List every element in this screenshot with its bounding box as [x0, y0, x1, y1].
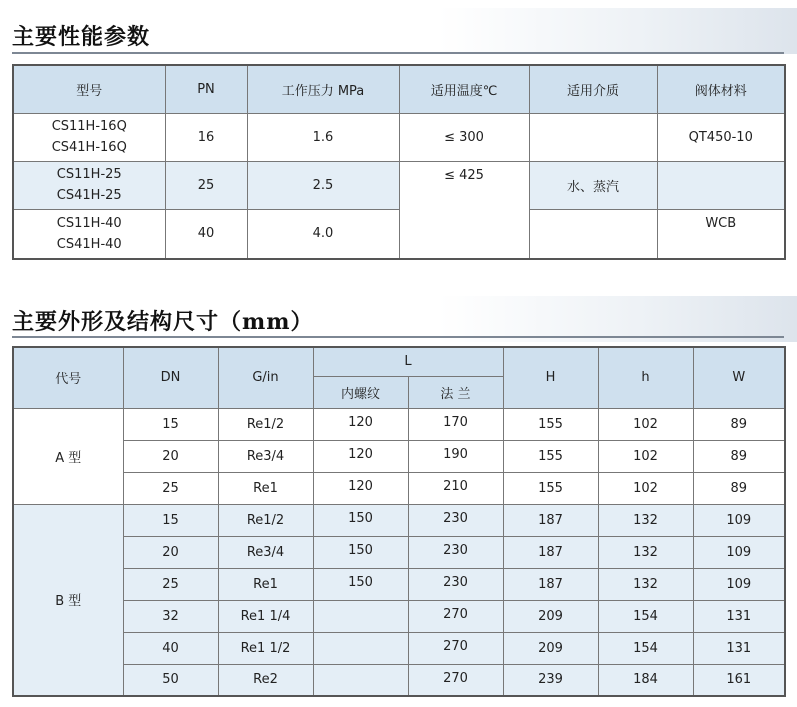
- header-l: L: [313, 347, 503, 376]
- H-cell: 209: [503, 600, 598, 632]
- g-cell: Re3/4: [218, 440, 313, 472]
- header-pn: PN: [165, 65, 247, 113]
- model-cell: [13, 161, 165, 209]
- table-row: [13, 568, 785, 600]
- h-cell: 132: [598, 568, 693, 600]
- l-flange-cell: 270: [408, 632, 503, 664]
- l-inner-cell: 120: [313, 472, 408, 504]
- l-inner-cell: 150: [313, 568, 408, 600]
- h-cell: 132: [598, 504, 693, 536]
- l-inner-cell: 120: [313, 408, 408, 440]
- dn-cell: 32: [123, 600, 218, 632]
- h-cell: 102: [598, 440, 693, 472]
- table-row: [13, 161, 785, 209]
- H-cell: 187: [503, 536, 598, 568]
- dimensions-header-row: [13, 347, 785, 376]
- g-cell: Re1: [218, 568, 313, 600]
- w-cell: 89: [693, 440, 785, 472]
- material-cell: QT450-10: [657, 113, 785, 161]
- table-row: [13, 113, 785, 161]
- pressure-cell: 1.6: [247, 113, 399, 161]
- table-row: [13, 536, 785, 568]
- w-cell: 109: [693, 536, 785, 568]
- material-cell-empty: [657, 161, 785, 209]
- table-row: [13, 664, 785, 696]
- header-w: W: [693, 347, 785, 408]
- w-cell: 89: [693, 408, 785, 440]
- dn-cell: 25: [123, 568, 218, 600]
- dn-cell: 20: [123, 440, 218, 472]
- header-dn: DN: [123, 347, 218, 408]
- model-line: CS41H-25: [56, 188, 122, 203]
- model-line: CS11H-16Q: [51, 119, 127, 134]
- header-l-inner-thread: 内螺纹: [313, 376, 408, 408]
- l-inner-cell: [313, 632, 408, 664]
- medium-cell-empty: [529, 209, 657, 259]
- H-cell: 209: [503, 632, 598, 664]
- l-inner-cell: [313, 600, 408, 632]
- l-flange-cell: 190: [408, 440, 503, 472]
- pn-cell: 25: [165, 161, 247, 209]
- H-cell: 155: [503, 408, 598, 440]
- g-cell: Re1 1/2: [218, 632, 313, 664]
- h-cell: 102: [598, 408, 693, 440]
- header-h: h: [598, 347, 693, 408]
- header-material: 阀体材料: [657, 65, 785, 113]
- g-cell: Re1/2: [218, 504, 313, 536]
- l-flange-cell: 230: [408, 504, 503, 536]
- type-b-label: B 型: [13, 504, 123, 696]
- header-g: G/in: [218, 347, 313, 408]
- performance-table: [12, 64, 786, 260]
- model-cell: [13, 113, 165, 161]
- pn-cell: 40: [165, 209, 247, 259]
- l-inner-cell: 150: [313, 504, 408, 536]
- w-cell: 131: [693, 632, 785, 664]
- section2-title: 主要外形及结构尺寸（mm）: [12, 309, 314, 335]
- H-cell: 187: [503, 568, 598, 600]
- g-cell: Re3/4: [218, 536, 313, 568]
- w-cell: 161: [693, 664, 785, 696]
- l-flange-cell: 270: [408, 664, 503, 696]
- model-line: CS41H-40: [56, 236, 122, 252]
- pressure-cell: 4.0: [247, 209, 399, 259]
- model-line: CS11H-25: [56, 167, 122, 182]
- h-cell: 154: [598, 600, 693, 632]
- table-row: [13, 632, 785, 664]
- model-cell: [13, 209, 165, 259]
- H-cell: 155: [503, 472, 598, 504]
- H-cell: 155: [503, 440, 598, 472]
- model-line: CS11H-40: [56, 215, 122, 231]
- pressure-cell: 2.5: [247, 161, 399, 209]
- H-cell: 239: [503, 664, 598, 696]
- l-inner-cell: 120: [313, 440, 408, 472]
- header-l-flange: 法 兰: [408, 376, 503, 408]
- header-model: 型号: [13, 65, 165, 113]
- dn-cell: 15: [123, 408, 218, 440]
- w-cell: 131: [693, 600, 785, 632]
- medium-cell-empty: [529, 113, 657, 161]
- medium-cell: 水、蒸汽: [529, 161, 657, 209]
- g-cell: Re1 1/4: [218, 600, 313, 632]
- g-cell: Re1: [218, 472, 313, 504]
- pn-cell: 16: [165, 113, 247, 161]
- section1-rule: [12, 52, 784, 54]
- material-cell: WCB: [657, 209, 785, 259]
- l-flange-cell: 170: [408, 408, 503, 440]
- dn-cell: 25: [123, 472, 218, 504]
- h-cell: 102: [598, 472, 693, 504]
- dimensions-table: [12, 346, 786, 697]
- temperature-cell: ≤ 425: [399, 161, 529, 259]
- h-cell: 184: [598, 664, 693, 696]
- l-inner-cell: 150: [313, 536, 408, 568]
- g-cell: Re1/2: [218, 408, 313, 440]
- performance-header-row: [13, 65, 785, 113]
- section2-rule: [12, 336, 784, 338]
- H-cell: 187: [503, 504, 598, 536]
- model-line: CS41H-16Q: [51, 140, 127, 155]
- w-cell: 109: [693, 504, 785, 536]
- dn-cell: 15: [123, 504, 218, 536]
- header-temperature: 适用温度℃: [399, 65, 529, 113]
- w-cell: 109: [693, 568, 785, 600]
- w-cell: 89: [693, 472, 785, 504]
- dn-cell: 50: [123, 664, 218, 696]
- table-row: [13, 472, 785, 504]
- h-cell: 154: [598, 632, 693, 664]
- type-a-label: A 型: [13, 408, 123, 504]
- g-cell: Re2: [218, 664, 313, 696]
- l-flange-cell: 230: [408, 536, 503, 568]
- h-cell: 132: [598, 536, 693, 568]
- header-H: H: [503, 347, 598, 408]
- dn-cell: 20: [123, 536, 218, 568]
- l-flange-cell: 230: [408, 568, 503, 600]
- l-flange-cell: 210: [408, 472, 503, 504]
- section1-title: 主要性能参数: [12, 24, 151, 50]
- table-row: [13, 504, 785, 536]
- table-row: [13, 408, 785, 440]
- table-row: [13, 440, 785, 472]
- table-row: [13, 600, 785, 632]
- l-flange-cell: 270: [408, 600, 503, 632]
- temperature-cell: ≤ 300: [399, 113, 529, 161]
- header-medium: 适用介质: [529, 65, 657, 113]
- header-code: 代号: [13, 347, 123, 408]
- l-inner-cell: [313, 664, 408, 696]
- header-pressure: 工作压力 MPa: [247, 65, 399, 113]
- dn-cell: 40: [123, 632, 218, 664]
